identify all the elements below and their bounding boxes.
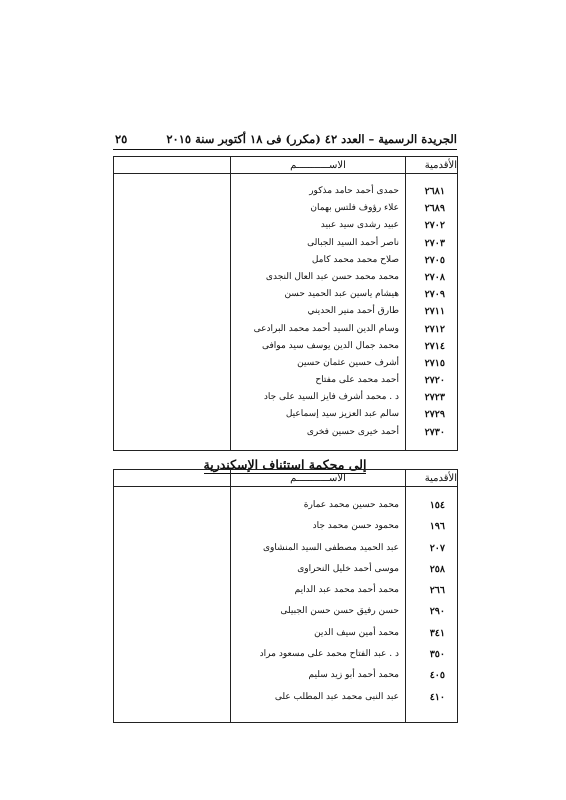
seniority-cell: ١٥٤ xyxy=(429,500,445,511)
seniority-cell: ٢٩٠ xyxy=(429,606,445,618)
name-cell: موسى أحمد خليل النحراوى xyxy=(297,563,399,574)
name-cell: محمود حسن محمد جاد xyxy=(312,521,399,532)
seniority-cell: ٢٧١٤ xyxy=(424,340,445,352)
table-body-row xyxy=(114,487,458,723)
court-heading-text: إلى محكمة استئناف الإسكندرية xyxy=(203,457,367,472)
name-cell: محمد محمد حسن عبد العال النجدى xyxy=(265,271,399,282)
seniority-cell: ٢٧٢٩ xyxy=(424,409,445,421)
table-header-row xyxy=(114,470,458,487)
seniority-cell: ٢٧٠٣ xyxy=(424,237,445,249)
seniority-header: الأقدمية xyxy=(406,157,458,174)
name-cell: وسام الدين السيد أحمد محمد البرادعى xyxy=(253,323,399,334)
page-number: ٢٥ xyxy=(115,132,128,146)
name-cell: أشرف حسين عثمان حسين xyxy=(297,357,399,368)
seniority-cell: ٢٦٨١ xyxy=(424,186,445,197)
name-cell: ناصر أحمد السيد الجبالى xyxy=(307,237,399,248)
seniority-cell: ٢٦٦ xyxy=(429,585,445,597)
seniority-cell: ٢٧٢٣ xyxy=(424,392,445,404)
page-header xyxy=(113,132,457,148)
name-cell: صلاح محمد محمد كامل xyxy=(311,254,399,265)
seniority-cell: ١٩٦ xyxy=(429,521,445,533)
name-cell: د . عبد الفتاح محمد على مسعود مراد xyxy=(259,649,399,660)
seniority-cell: ٢٥٨ xyxy=(429,563,445,575)
name-cell: عبد الحميد مصطفى السيد المنشاوى xyxy=(262,542,399,553)
seniority-cell: ٢٧١٢ xyxy=(424,323,445,335)
seniority-cell: ٤١٠ xyxy=(429,691,445,703)
name-cell: عبيد رشدى سيد عبيد xyxy=(320,220,399,231)
name-cell: أحمد خيرى حسين فخرى xyxy=(306,426,399,437)
judges-table-2 xyxy=(113,469,458,723)
seniority-cell: ٢٧٠٨ xyxy=(424,271,445,283)
name-cell: سالم عبد العزيز سيد إسماعيل xyxy=(285,409,399,420)
name-cell: د . محمد أشرف فايز السيد على جاد xyxy=(263,392,399,403)
seniority-column xyxy=(406,174,458,451)
name-column xyxy=(231,174,406,451)
name-column xyxy=(231,487,406,723)
name-cell: محمد حسين محمد عمارة xyxy=(303,500,399,510)
seniority-cell: ٢٧٠٢ xyxy=(424,220,445,232)
name-cell: علاء رؤوف فلتس بهمان xyxy=(310,203,399,214)
blank-header xyxy=(114,470,231,487)
blank-column xyxy=(114,487,231,723)
table-body-row xyxy=(114,174,458,451)
seniority-column xyxy=(406,487,458,723)
table-header-row xyxy=(114,157,458,174)
blank-column xyxy=(114,174,231,451)
name-cell: أحمد محمد على مفتاح xyxy=(315,375,399,386)
judges-table-1 xyxy=(113,156,458,451)
seniority-cell: ٢٦٨٩ xyxy=(424,203,445,215)
seniority-cell: ٣٤١ xyxy=(429,627,445,639)
header-rule xyxy=(113,149,457,150)
name-cell: محمد جمال الدين يوسف سيد موافى xyxy=(262,340,399,351)
seniority-cell: ٢٧١١ xyxy=(424,306,445,318)
name-cell: محمد أحمد أبو زيد سليم xyxy=(308,670,399,681)
seniority-header: الأقدمية xyxy=(406,470,458,487)
seniority-cell: ٢٧٢٠ xyxy=(424,375,445,387)
seniority-cell: ٢٧٠٥ xyxy=(424,254,445,266)
seniority-cell: ٢٧٣٠ xyxy=(424,426,445,438)
blank-header xyxy=(114,157,231,174)
name-header: الاســـــــــــم xyxy=(231,157,406,174)
name-header: الاســـــــــــم xyxy=(231,470,406,487)
name-cell: طارق أحمد منير الحديني xyxy=(307,306,399,317)
name-cell: محمد أحمد محمد عبد الدايم xyxy=(294,585,399,596)
seniority-cell: ٢٠٧ xyxy=(429,542,445,554)
gazette-title: الجريدة الرسمية – العدد ٤٢ (مكرر) فى ١٨ أكتوبر سنة ٢٠١٥ xyxy=(166,132,457,146)
name-cell: حمدى أحمد حامد مذكور xyxy=(309,186,399,196)
name-cell: عبد النبى محمد عبد المطلب على xyxy=(274,691,399,702)
name-cell: حسن رفيق حسن حسن الجبيلى xyxy=(280,606,399,617)
seniority-cell: ٤٠٥ xyxy=(429,670,445,682)
name-cell: محمد أمين سيف الدين xyxy=(314,627,399,638)
name-cell: هيشام ياسين عبد الحميد حسن xyxy=(284,289,399,300)
seniority-cell: ٢٧٠٩ xyxy=(424,289,445,301)
seniority-cell: ٢٧١٥ xyxy=(424,357,445,369)
seniority-cell: ٣٥٠ xyxy=(429,649,445,661)
